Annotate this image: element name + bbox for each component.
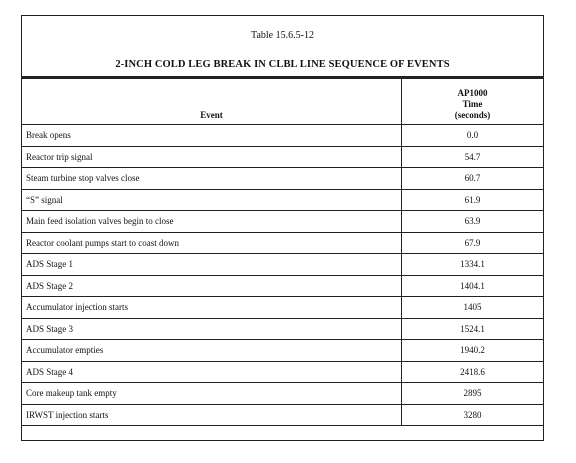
table-row (22, 254, 544, 276)
time-cell: 63.9 (402, 211, 544, 233)
time-cell: 2418.6 (402, 361, 544, 383)
time-cell: 3280 (402, 404, 544, 426)
table-row (22, 383, 544, 405)
table-row (22, 275, 544, 297)
event-cell: ADS Stage 2 (22, 275, 402, 297)
event-cell: “S” signal (22, 189, 402, 211)
event-cell: ADS Stage 1 (22, 254, 402, 276)
events-table (21, 78, 544, 426)
time-cell: 61.9 (402, 189, 544, 211)
time-header-line3: (seconds) (454, 110, 491, 120)
event-cell: Accumulator empties (22, 340, 402, 362)
time-cell: 2895 (402, 383, 544, 405)
event-column-header: Event (22, 79, 402, 125)
table-number: Table 15.6.5-12 (251, 30, 314, 41)
event-cell: Core makeup tank empty (22, 383, 402, 405)
event-cell: IRWST injection starts (22, 404, 402, 426)
time-header-line1: AP1000 (457, 88, 488, 98)
table-row (22, 189, 544, 211)
time-cell: 54.7 (402, 146, 544, 168)
table-row (22, 146, 544, 168)
table-title: 2-INCH COLD LEG BREAK IN CLBL LINE SEQUENCE OF EVENTS (115, 59, 450, 70)
event-cell: Accumulator injection starts (22, 297, 402, 319)
event-cell: Steam turbine stop valves close (22, 168, 402, 190)
time-cell: 1334.1 (402, 254, 544, 276)
table-row (22, 318, 544, 340)
time-column-header (402, 79, 544, 125)
table-row (22, 168, 544, 190)
table-header-row (22, 79, 544, 125)
event-cell: ADS Stage 4 (22, 361, 402, 383)
table-row (22, 211, 544, 233)
time-cell: 60.7 (402, 168, 544, 190)
event-cell: Main feed isolation valves begin to close (22, 211, 402, 233)
time-cell: 1405 (402, 297, 544, 319)
table-row (22, 232, 544, 254)
time-cell: 1404.1 (402, 275, 544, 297)
time-header-line2: Time (462, 99, 483, 109)
time-cell: 1524.1 (402, 318, 544, 340)
table-frame (21, 15, 544, 441)
table-row (22, 404, 544, 426)
table-row (22, 361, 544, 383)
event-cell: Break opens (22, 125, 402, 147)
table-row (22, 340, 544, 362)
table-row (22, 297, 544, 319)
time-cell: 1940.2 (402, 340, 544, 362)
time-cell: 67.9 (402, 232, 544, 254)
event-cell: ADS Stage 3 (22, 318, 402, 340)
table-row (22, 125, 544, 147)
time-cell: 0.0 (402, 125, 544, 147)
event-cell: Reactor trip signal (22, 146, 402, 168)
event-cell: Reactor coolant pumps start to coast down (22, 232, 402, 254)
